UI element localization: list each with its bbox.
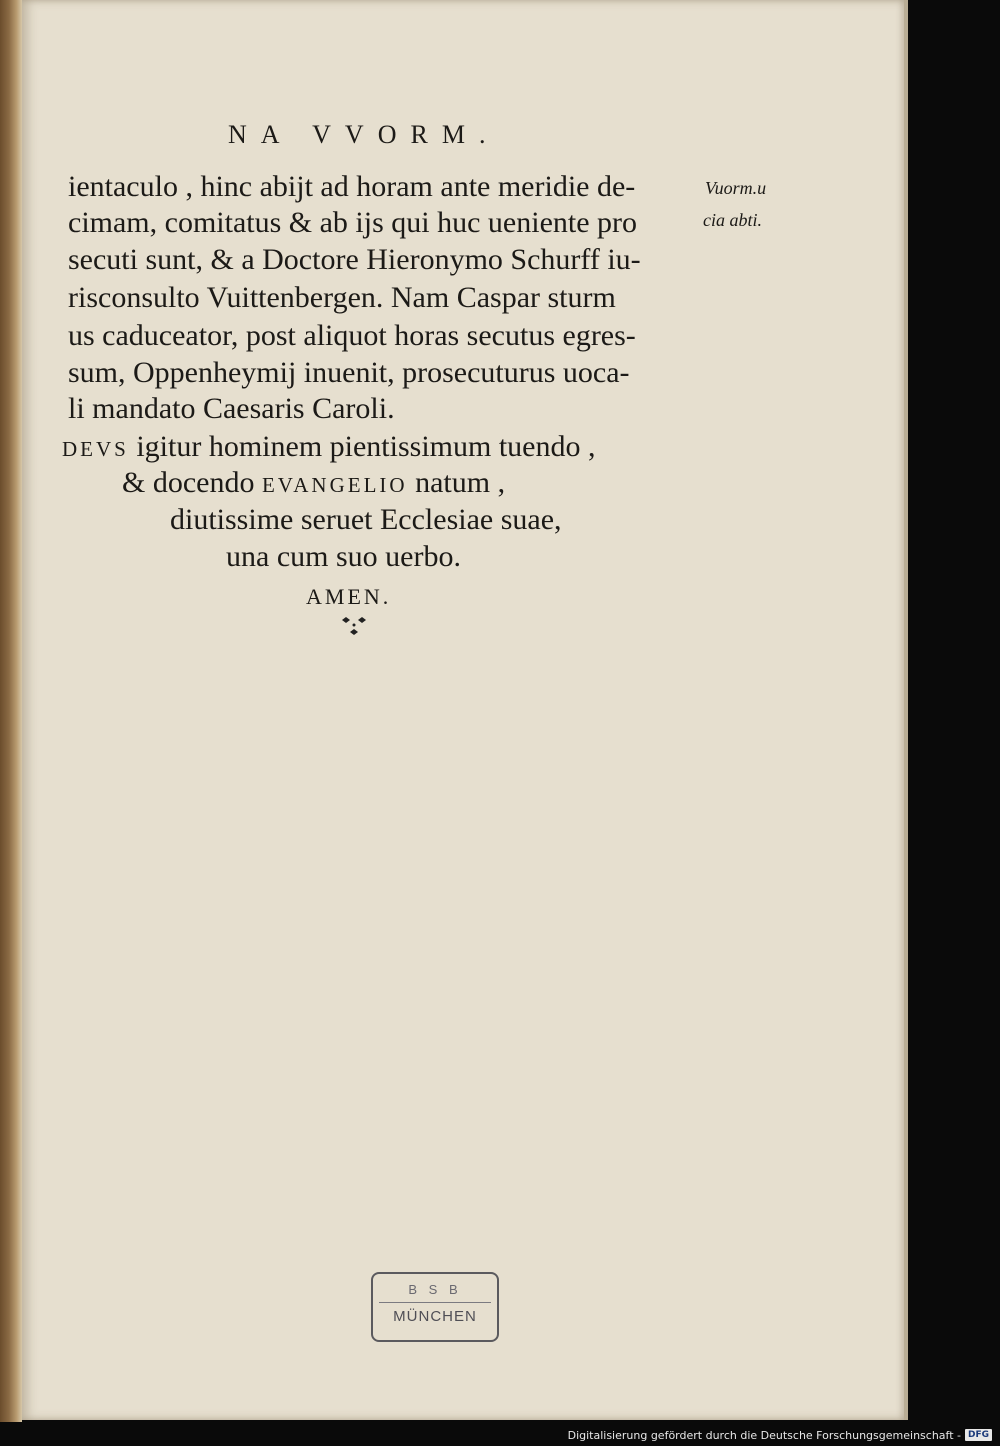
book-binding — [0, 0, 22, 1422]
closing-caps-deus: DEVS — [62, 437, 129, 461]
closing-line-2 — [122, 468, 505, 500]
closing-line-1-rest: igitur hominem pientissimum tuendo , — [128, 430, 596, 463]
library-stamp — [371, 1272, 499, 1342]
amen: AMEN. — [306, 584, 392, 609]
body-line-4: risconsulto Vuittenbergen. Nam Caspar sturm — [68, 281, 616, 314]
dfg-logo: DFG — [965, 1429, 992, 1441]
footer-text: Digitalisierung gefördert durch die Deutsche Forschungsgemeinschaft - — [567, 1428, 961, 1442]
stamp-top-text: B S B — [408, 1282, 462, 1297]
body-line-6: sum, Oppenheymij inuenit, prosecuturus uoca- — [68, 356, 630, 389]
body-line-2: cimam, comitatus & ab ijs qui huc ueniente pro — [68, 206, 638, 239]
stamp-divider — [379, 1302, 491, 1303]
digitization-footer — [568, 1428, 992, 1442]
body-line-3: secuti sunt, & a Doctore Hieronymo Schurff iu- — [68, 243, 641, 276]
closing-caps-evangelio: EVANGELIO — [261, 473, 408, 497]
closing-line-3: diutissime seruet Ecclesiae suae, — [170, 503, 562, 536]
running-head: NA VVORM. — [228, 120, 500, 149]
page-edge — [904, 0, 908, 1420]
body-line-5: us caduceator, post aliquot horas secutus egres- — [68, 319, 636, 352]
stamp-bottom-text: MÜNCHEN — [393, 1308, 477, 1325]
closing-line-1 — [62, 432, 595, 464]
closing-line-2-start: & docendo — [122, 466, 262, 499]
body-line-7: li mandato Caesaris Caroli. — [68, 392, 395, 425]
closing-line-4: una cum suo uerbo. — [226, 540, 461, 573]
fleuron-ornament — [338, 614, 374, 651]
margin-note-line-2: cia abti. — [703, 210, 762, 230]
closing-line-2-end: natum , — [407, 466, 506, 499]
margin-note-line-1: Vuorm.u — [705, 178, 767, 198]
body-line-1: ientaculo , hinc abijt ad horam ante meridie de- — [68, 170, 636, 203]
